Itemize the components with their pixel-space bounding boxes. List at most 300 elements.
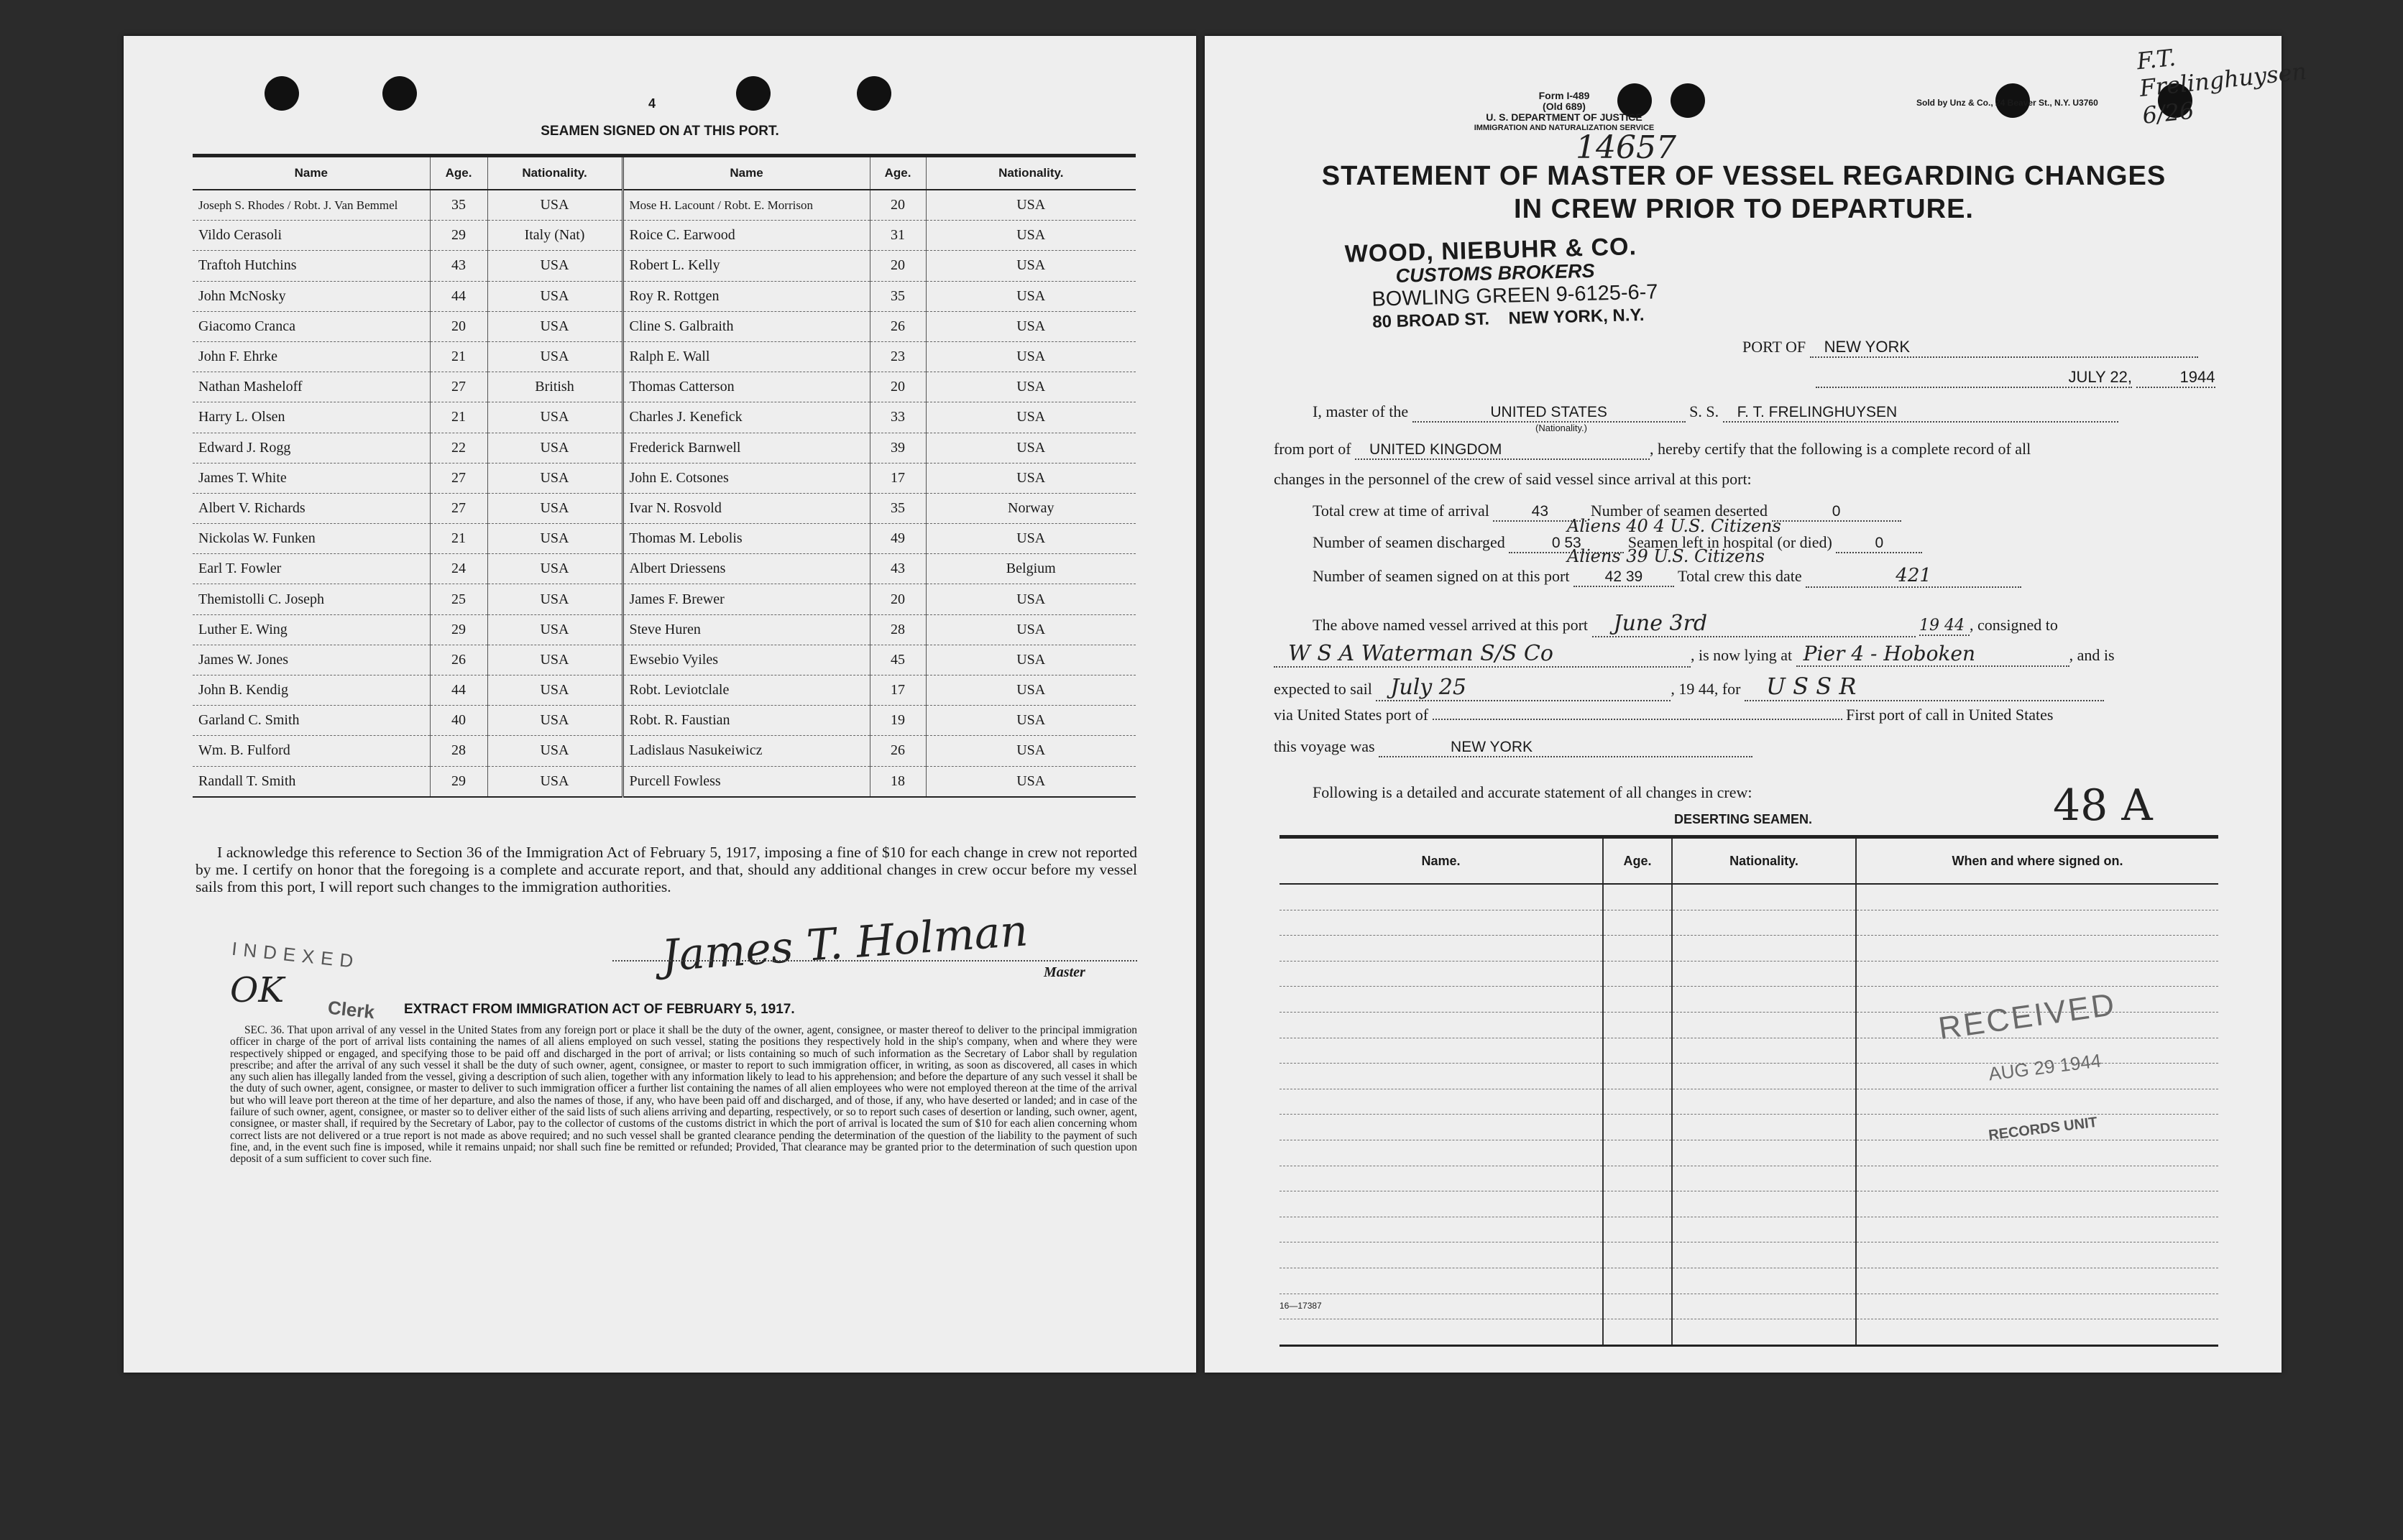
cell-name: Nickolas W. Funken	[193, 524, 430, 554]
cell-name: Robert L. Kelly	[622, 251, 870, 281]
empty-cell	[1856, 1166, 2218, 1191]
cell-name: Vildo Cerasoli	[193, 221, 430, 251]
first-call-label: First port of call in United States	[1846, 706, 2054, 724]
cell-nat: USA	[487, 676, 622, 706]
empty-cell	[1856, 910, 2218, 936]
lying-value: Pier 4 - Hoboken	[1796, 642, 2069, 667]
year-value: 1944	[2136, 368, 2215, 388]
extract-text: SEC. 36. That upon arrival of any vessel in the United States from any foreign port or place it shall be the duty of the owner, agent, consignee, or master thereof to deliver to the principal immigration officer in charge of the port of arrival lists containing the names of all aliens employed on such vessel, stating the positions they respectively hold in the ship's company, when and where they were respectively shipped or engaged, and specifying those to be paid off and discharged in the port of arrival; or lists containing so much of such information as the Secretary of Labor shall by regulation prescribe; and after the arrival of any such vessel it shall be the duty of such owner, agent, consignee, or master to report to such immigration officer, in writing, as soon as discovered, all cases in which any such alien has illegally landed from the vessel, giving a description of such alien, together with any information likely to lead to his apprehension; and before the departure of any such vessel it shall be the duty of such owner, agent, consignee, or master to deliver to such immigration officer a further list containing the names of all alien employees who were not employed thereon at the time of the arrival but who will leave port thereon at the time of her departure, and also the names of those, if any, who have been paid off and discharged, and of those, if any, who have deserted or landed; and in case of the failure of such owner, agent, consignee, or master so to deliver either of the said lists of such aliens arriving and departing, respectively, or so to report such cases of desertion or landing, such owner, agent, consignee, or master shall, if required by the Secretary of Labor, pay to the collector of customs of the customs district in which the port of arrival is located the sum of $10 for each alien concerning whom correct lists are not delivered or a true report is not made as above required; and no such vessel shall be granted clearance pending the determination of the question of the liability to the payment of such fine, and, in the event such fine is imposed, while it remains unpaid; nor shall such fine be remitted or refunded; Provided, That clearance may be granted prior to the determination of such question upon deposit of a sum sufficient to cover such fine.	[230, 1024, 1137, 1166]
table-row	[193, 676, 1136, 706]
table-row	[193, 584, 1136, 614]
cell-age: 19	[870, 706, 926, 736]
empty-cell	[1856, 961, 2218, 987]
empty-cell	[1279, 1319, 1603, 1346]
vessel-value: F. T. FRELINGHUYSEN	[1723, 404, 2118, 423]
via-value	[1433, 719, 1842, 720]
punch-hole	[736, 76, 771, 111]
empty-cell	[1603, 1217, 1672, 1242]
cell-name: John McNosky	[193, 281, 430, 311]
empty-cell	[1856, 1140, 2218, 1166]
empty-cell	[1672, 1115, 1856, 1140]
empty-cell	[1672, 1319, 1856, 1346]
empty-cell	[1672, 987, 1856, 1013]
empty-cell	[1603, 1038, 1672, 1064]
empty-cell	[1672, 884, 1856, 910]
table-row	[193, 341, 1136, 372]
cell-nat: USA	[926, 614, 1136, 645]
cell-name: Albert V. Richards	[193, 493, 430, 523]
cell-age: 17	[870, 463, 926, 493]
hospital-label: Seamen left in hospital (or died)	[1627, 533, 1832, 551]
consignee-value: W S A Waterman S/S Co	[1274, 641, 1691, 668]
cell-name: Cline S. Galbraith	[622, 311, 870, 341]
cell-age: 44	[430, 676, 487, 706]
empty-cell	[1603, 936, 1672, 962]
table-row	[193, 402, 1136, 433]
empty-cell	[1603, 910, 1672, 936]
empty-cell	[1279, 1038, 1603, 1064]
table-row	[193, 554, 1136, 584]
column-header: Name.	[1279, 837, 1603, 885]
cell-name: John B. Kendig	[193, 676, 430, 706]
empty-cell	[1603, 1191, 1672, 1217]
expected-year: , 19 44, for	[1671, 680, 1741, 698]
column-header: When and where signed on.	[1856, 837, 2218, 885]
empty-cell	[1856, 1089, 2218, 1115]
cell-age: 20	[870, 584, 926, 614]
cell-name: John E. Cotsones	[622, 463, 870, 493]
broker-phone: BOWLING GREEN 9-6125-6-7	[1371, 280, 1658, 311]
empty-cell	[1672, 1242, 1856, 1268]
master-of-label: I, master of the	[1313, 402, 1409, 420]
cell-age: 20	[870, 190, 926, 221]
empty-cell	[1279, 1217, 1603, 1242]
indexed-stamp: INDEXED	[230, 937, 361, 973]
broker-type: CUSTOMS BROKERS	[1395, 259, 1595, 287]
voyage-label: this voyage was	[1274, 737, 1375, 755]
sold-by: Sold by Unz & Co., 24 Beaver St., N.Y. U3760	[1916, 98, 2098, 108]
total-today-value: 421	[1806, 565, 2021, 588]
table-row	[193, 706, 1136, 736]
column-header: Name	[193, 156, 430, 190]
table-row	[1279, 1166, 2218, 1191]
empty-cell	[1672, 961, 1856, 987]
cell-name: Joseph S. Rhodes / Robt. J. Van Bemmel	[193, 190, 430, 221]
arrived-label: The above named vessel arrived at this port	[1313, 616, 1589, 634]
extract-title: EXTRACT FROM IMMIGRATION ACT OF FEBRUARY 5, 1917.	[404, 1002, 795, 1017]
cell-age: 49	[870, 524, 926, 554]
arrival-row	[1313, 611, 2058, 637]
signature-line	[612, 960, 1137, 962]
table-row	[193, 433, 1136, 463]
cell-name: Harry L. Olsen	[193, 402, 430, 433]
port-label: PORT OF	[1742, 338, 1806, 356]
empty-cell	[1279, 1191, 1603, 1217]
cell-name: John F. Ehrke	[193, 341, 430, 372]
empty-cell	[1856, 1191, 2218, 1217]
column-header: Nationality.	[1672, 837, 1856, 885]
cell-nat: USA	[487, 706, 622, 736]
cell-age: 20	[870, 251, 926, 281]
deserted-label: Number of seamen deserted	[1590, 502, 1768, 520]
broker-name: WOOD, NIEBUHR & CO.	[1344, 233, 1637, 268]
empty-cell	[1672, 910, 1856, 936]
cell-nat: USA	[487, 402, 622, 433]
table-row	[193, 766, 1136, 797]
empty-cell	[1603, 987, 1672, 1013]
cell-nat: USA	[926, 736, 1136, 766]
empty-cell	[1672, 1064, 1856, 1089]
cell-nat: USA	[487, 584, 622, 614]
expected-label: expected to sail	[1274, 680, 1372, 698]
empty-cell	[1279, 1115, 1603, 1140]
cell-nat: USA	[926, 645, 1136, 675]
received-date: AUG 29 1944	[1987, 1049, 2103, 1085]
cell-nat: USA	[487, 463, 622, 493]
empty-cell	[1603, 1166, 1672, 1191]
cell-age: 22	[430, 433, 487, 463]
cell-age: 35	[870, 281, 926, 311]
empty-cell	[1672, 1294, 1856, 1319]
form-number: Form I-489	[1538, 90, 1590, 101]
page-number: 4	[648, 96, 656, 111]
cell-name: Randall T. Smith	[193, 766, 430, 797]
port-row	[1742, 338, 2198, 358]
handwritten-number: 14657	[1576, 129, 1676, 166]
empty-cell	[1279, 961, 1603, 987]
cell-name: Themistolli C. Joseph	[193, 584, 430, 614]
table-row	[1279, 961, 2218, 987]
table-row	[193, 311, 1136, 341]
total-crew-value: 43	[1493, 503, 1586, 522]
discharged-label: Number of seamen discharged	[1313, 533, 1505, 551]
cell-name: Nathan Masheloff	[193, 372, 430, 402]
cell-nat: USA	[487, 554, 622, 584]
empty-cell	[1279, 1089, 1603, 1115]
form-old: (Old 689)	[1543, 101, 1586, 112]
ss-label: S. S.	[1689, 402, 1719, 420]
table-row	[1279, 1140, 2218, 1166]
master-label: Master	[1044, 964, 1085, 980]
destination-value: U S S R	[1745, 673, 2104, 701]
table-row	[193, 736, 1136, 766]
cell-age: 40	[430, 706, 487, 736]
cell-name: Roy R. Rottgen	[622, 281, 870, 311]
cell-name: James W. Jones	[193, 645, 430, 675]
empty-cell	[1672, 1012, 1856, 1038]
empty-cell	[1856, 1217, 2218, 1242]
from-port-row	[1274, 440, 2031, 460]
cell-nat: USA	[487, 433, 622, 463]
empty-cell	[1672, 1038, 1856, 1064]
table-row	[193, 190, 1136, 221]
cell-nat: USA	[926, 402, 1136, 433]
table-row	[1279, 1089, 2218, 1115]
cell-nat: USA	[926, 524, 1136, 554]
cell-name: Purcell Fowless	[622, 766, 870, 797]
empty-cell	[1672, 1268, 1856, 1294]
cell-name: Wm. B. Fulford	[193, 736, 430, 766]
cell-age: 25	[430, 584, 487, 614]
empty-cell	[1672, 936, 1856, 962]
cell-age: 26	[870, 736, 926, 766]
cell-age: 44	[430, 281, 487, 311]
empty-cell	[1603, 1294, 1672, 1319]
empty-cell	[1672, 1089, 1856, 1115]
cell-nat: USA	[926, 676, 1136, 706]
clerk-stamp: Clerk	[326, 996, 376, 1023]
column-header: Nationality.	[926, 156, 1136, 190]
cell-nat: USA	[926, 190, 1136, 221]
empty-cell	[1279, 910, 1603, 936]
cell-age: 29	[430, 221, 487, 251]
empty-cell	[1672, 1217, 1856, 1242]
cell-name: Ivar N. Rosvold	[622, 493, 870, 523]
cell-nat: USA	[926, 372, 1136, 402]
table-row	[1279, 1217, 2218, 1242]
cell-age: 43	[870, 554, 926, 584]
cell-nat: USA	[487, 493, 622, 523]
cell-name: Mose H. Lacount / Robt. E. Morrison	[622, 190, 870, 221]
empty-cell	[1603, 1115, 1672, 1140]
table-row	[193, 524, 1136, 554]
cell-name: Garland C. Smith	[193, 706, 430, 736]
table-row	[193, 372, 1136, 402]
and-is-label: , and is	[2069, 646, 2115, 664]
arrived-value: June 3rd	[1592, 611, 1916, 637]
cell-age: 17	[870, 676, 926, 706]
footer-code: 16—17387	[1279, 1301, 1322, 1311]
aliens-note: Aliens 40 4 U.S. Citizens	[1567, 516, 1781, 536]
empty-cell	[1279, 1140, 1603, 1166]
cell-nat: USA	[487, 614, 622, 645]
cell-name: Thomas M. Lebolis	[622, 524, 870, 554]
empty-cell	[1603, 1064, 1672, 1089]
cell-name: Albert Driessens	[622, 554, 870, 584]
cell-nat: USA	[487, 251, 622, 281]
port-value: NEW YORK	[1810, 338, 2198, 358]
cell-name: Luther E. Wing	[193, 614, 430, 645]
deserting-heading: DESERTING SEAMEN.	[1673, 812, 1813, 826]
cell-nat: USA	[926, 281, 1136, 311]
cell-age: 18	[870, 766, 926, 797]
empty-cell	[1603, 1319, 1672, 1346]
cell-nat: USA	[926, 766, 1136, 797]
empty-cell	[1856, 1268, 2218, 1294]
cell-age: 24	[430, 554, 487, 584]
cell-age: 31	[870, 221, 926, 251]
lying-label: , is now lying at	[1691, 646, 1793, 664]
page-code: 48 A	[2053, 780, 2153, 831]
cell-nat: USA	[926, 221, 1136, 251]
corner-note: F.T. Frelinghuysen 6/26	[2135, 43, 2308, 129]
broker-stamp	[1344, 234, 1658, 334]
cell-nat: USA	[926, 311, 1136, 341]
cell-nat: USA	[926, 251, 1136, 281]
cell-name: James F. Brewer	[622, 584, 870, 614]
from-port-label: from port of	[1274, 440, 1351, 458]
signed-on-label: Number of seamen signed on at this port	[1313, 567, 1570, 585]
cell-name: Steve Huren	[622, 614, 870, 645]
date-row	[1816, 368, 2215, 388]
cell-nat: USA	[926, 433, 1136, 463]
empty-cell	[1279, 884, 1603, 910]
empty-cell	[1279, 1166, 1603, 1191]
cell-age: 27	[430, 463, 487, 493]
cell-name: Ladislaus Nasukeiwicz	[622, 736, 870, 766]
hospital-value: 0	[1836, 535, 1922, 553]
empty-cell	[1279, 1294, 1603, 1319]
cell-age: 33	[870, 402, 926, 433]
cell-age: 21	[430, 402, 487, 433]
cell-age: 35	[430, 190, 487, 221]
table-row	[193, 493, 1136, 523]
cell-nat: USA	[487, 281, 622, 311]
expected-row	[1274, 673, 2104, 701]
empty-cell	[1856, 884, 2218, 910]
cell-nat: Belgium	[926, 554, 1136, 584]
cell-name: Traftoh Hutchins	[193, 251, 430, 281]
empty-cell	[1279, 1012, 1603, 1038]
empty-cell	[1279, 1268, 1603, 1294]
section-heading: SEAMEN SIGNED ON AT THIS PORT.	[541, 124, 779, 139]
cell-nat: USA	[487, 311, 622, 341]
cell-age: 35	[870, 493, 926, 523]
broker-address: 80 BROAD ST. NEW YORK, N.Y.	[1371, 305, 1645, 332]
cell-nat: Norway	[926, 493, 1136, 523]
empty-cell	[1279, 987, 1603, 1013]
empty-cell	[1279, 1242, 1603, 1268]
cell-nat: USA	[487, 736, 622, 766]
vessel-row	[1313, 402, 2118, 423]
table-row	[193, 251, 1136, 281]
following-text: Following is a detailed and accurate statement of all changes in crew:	[1313, 783, 1752, 801]
cell-age: 21	[430, 524, 487, 554]
cell-name: Edward J. Rogg	[193, 433, 430, 463]
voyage-value: NEW YORK	[1379, 739, 1752, 757]
cell-name: Frederick Barnwell	[622, 433, 870, 463]
column-header: Age.	[870, 156, 926, 190]
cell-age: 29	[430, 766, 487, 797]
department: U. S. DEPARTMENT OF JUSTICE	[1486, 111, 1642, 123]
cell-nat: USA	[926, 463, 1136, 493]
cell-name: Ewsebio Vyiles	[622, 645, 870, 675]
empty-cell	[1603, 1012, 1672, 1038]
empty-cell	[1856, 936, 2218, 962]
cell-name: Ralph E. Wall	[622, 341, 870, 372]
cell-age: 21	[430, 341, 487, 372]
certify-text: , hereby certify that the following is a complete record of all	[1650, 440, 2031, 458]
table-row	[1279, 1191, 2218, 1217]
empty-cell	[1603, 1140, 1672, 1166]
clerk-initials: OK	[230, 970, 285, 1010]
cell-age: 39	[870, 433, 926, 463]
cell-name: Charles J. Kenefick	[622, 402, 870, 433]
cell-age: 45	[870, 645, 926, 675]
column-header: Name	[622, 156, 870, 190]
table-row	[1279, 936, 2218, 962]
total-today-label: Total crew this date	[1678, 567, 1802, 585]
cell-name: James T. White	[193, 463, 430, 493]
service: IMMIGRATION AND NATURALIZATION SERVICE	[1474, 124, 1655, 132]
table-row	[1279, 1319, 2218, 1346]
title-line-1: STATEMENT OF MASTER OF VESSEL REGARDING CHANGES	[1321, 161, 2167, 191]
cell-name: Earl T. Fowler	[193, 554, 430, 584]
empty-cell	[1279, 1064, 1603, 1089]
signed-on-row	[1313, 565, 2021, 588]
table-row	[193, 645, 1136, 675]
cell-nat: USA	[487, 190, 622, 221]
column-header: Age.	[430, 156, 487, 190]
cell-age: 43	[430, 251, 487, 281]
deserted-value: 0	[1772, 503, 1901, 522]
cell-age: 27	[430, 372, 487, 402]
cell-age: 20	[430, 311, 487, 341]
cell-nat: British	[487, 372, 622, 402]
table-row	[1279, 910, 2218, 936]
via-label: via United States port of	[1274, 706, 1429, 724]
table-row	[1279, 1268, 2218, 1294]
cell-nat: USA	[487, 645, 622, 675]
changes-text: changes in the personnel of the crew of said vessel since arrival at this port:	[1274, 470, 1752, 488]
received-stamp: RECEIVED	[1936, 986, 2119, 1047]
nationality-value: UNITED STATES	[1412, 404, 1686, 423]
date-value: JULY 22,	[1816, 368, 2132, 388]
cell-age: 23	[870, 341, 926, 372]
total-crew-label: Total crew at time of arrival	[1313, 502, 1489, 520]
empty-cell	[1603, 1268, 1672, 1294]
via-row	[1274, 706, 2053, 724]
empty-cell	[1856, 1242, 2218, 1268]
cell-name: Thomas Catterson	[622, 372, 870, 402]
consignee-row	[1274, 641, 2115, 668]
cell-name: Giacomo Cranca	[193, 311, 430, 341]
empty-cell	[1672, 1191, 1856, 1217]
cell-nat: USA	[487, 766, 622, 797]
cell-age: 20	[870, 372, 926, 402]
empty-cell	[1672, 1140, 1856, 1166]
empty-cell	[1672, 1166, 1856, 1191]
cell-name: Robt. Leviotclale	[622, 676, 870, 706]
consigned-label: , consigned to	[1970, 616, 2058, 634]
left-page	[124, 36, 1196, 1373]
cell-age: 27	[430, 493, 487, 523]
cell-nat: USA	[926, 341, 1136, 372]
empty-cell	[1856, 1294, 2218, 1319]
form-title	[1248, 160, 2240, 226]
column-header: Age.	[1603, 837, 1672, 885]
table-row	[193, 463, 1136, 493]
nationality-caption: (Nationality.)	[1535, 423, 1588, 433]
table-row	[193, 281, 1136, 311]
seamen-signed-on-table	[193, 154, 1136, 798]
cell-age: 29	[430, 614, 487, 645]
cell-nat: Italy (Nat)	[487, 221, 622, 251]
form-header	[1205, 91, 1924, 134]
cell-age: 26	[430, 645, 487, 675]
empty-cell	[1603, 1089, 1672, 1115]
cell-nat: USA	[926, 584, 1136, 614]
cell-age: 26	[870, 311, 926, 341]
column-header: Nationality.	[487, 156, 622, 190]
cell-nat: USA	[487, 341, 622, 372]
table-row	[193, 614, 1136, 645]
table-row	[193, 221, 1136, 251]
cell-nat: USA	[926, 706, 1136, 736]
master-signature: James T. Holman	[660, 905, 1030, 982]
cell-age: 28	[430, 736, 487, 766]
signed-on-value: 42 39	[1573, 568, 1674, 587]
